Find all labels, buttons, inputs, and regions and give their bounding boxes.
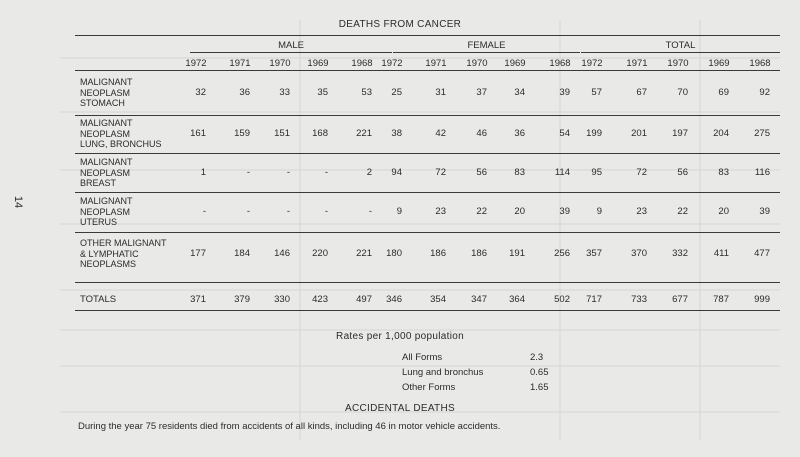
total-cell-female: 364 xyxy=(509,294,525,305)
row-label-line: UTERUS xyxy=(80,217,118,227)
table-cell-female: 186 xyxy=(471,248,487,259)
row-label-line: NEOPLASM xyxy=(80,167,131,178)
rule-line xyxy=(75,70,780,71)
total-cell-total: 717 xyxy=(586,294,602,305)
row-label-line: LUNG, BRONCHUS xyxy=(80,139,162,149)
table-cell-total: 204 xyxy=(713,128,729,139)
total-cell-male: 497 xyxy=(356,294,372,305)
table-cell-total: 116 xyxy=(754,167,770,178)
row-label-line: NEOPLASM xyxy=(80,128,131,139)
table-cell-total: 72 xyxy=(636,167,647,178)
table-cell-male: 184 xyxy=(234,248,250,259)
table-cell-female: 94 xyxy=(391,167,402,178)
table-cell-total: 199 xyxy=(586,128,602,139)
year-header-total: 1970 xyxy=(667,58,689,69)
table-cell-total: 332 xyxy=(672,248,688,259)
table-cell-male: 221 xyxy=(356,248,372,259)
accidental-deaths-heading: ACCIDENTAL DEATHS xyxy=(345,403,455,414)
table-cell-female: 180 xyxy=(386,248,402,259)
table-cell-total: 69 xyxy=(718,87,729,98)
year-header-male: 1968 xyxy=(351,58,373,69)
year-header-male: 1971 xyxy=(229,58,251,69)
table-cell-total: 23 xyxy=(636,206,647,217)
table-cell-female: 256 xyxy=(554,248,570,259)
row-label xyxy=(80,118,162,150)
rate-value-lung-bronchus: 0.65 xyxy=(530,367,549,378)
table-cell-male: - xyxy=(286,167,290,178)
table-cell-total: 197 xyxy=(672,128,688,139)
table-cell-female: 42 xyxy=(435,128,446,139)
year-header-female: 1968 xyxy=(549,58,571,69)
row-label-line: BREAST xyxy=(80,178,117,188)
table-cell-male: 220 xyxy=(312,248,328,259)
year-header-female: 1972 xyxy=(381,58,403,69)
table-cell-female: 186 xyxy=(430,248,446,259)
table-cell-female: 23 xyxy=(435,206,446,217)
year-header-total: 1971 xyxy=(626,58,648,69)
table-cell-male: 159 xyxy=(234,128,250,139)
table-cell-female: 25 xyxy=(391,87,402,98)
table-cell-male: 33 xyxy=(279,87,290,98)
rate-value-all-forms: 2.3 xyxy=(530,352,544,363)
table-cell-male: - xyxy=(368,206,372,217)
table-cell-total: 95 xyxy=(591,167,602,178)
year-header-total: 1972 xyxy=(581,58,603,69)
row-label-line: NEOPLASMS xyxy=(80,259,137,269)
rule-line xyxy=(581,52,780,53)
table-cell-total: 83 xyxy=(718,167,729,178)
table-cell-male: - xyxy=(246,206,250,217)
rate-value-other-forms: 1.65 xyxy=(530,382,549,393)
rate-label-lung-bronchus: Lung and bronchus xyxy=(402,367,484,378)
table-cell-male: - xyxy=(202,206,206,217)
table-cell-total: 39 xyxy=(759,206,770,217)
row-label-line: NEOPLASM xyxy=(80,87,131,98)
rates-heading: Rates per 1,000 population xyxy=(336,331,464,342)
total-cell-male: 371 xyxy=(190,294,206,305)
table-cell-total: 57 xyxy=(591,87,602,98)
total-cell-male: 330 xyxy=(274,294,290,305)
table-cell-female: 31 xyxy=(435,87,446,98)
table-cell-female: 34 xyxy=(514,87,525,98)
rule-line xyxy=(75,192,780,193)
table-cell-female: 83 xyxy=(514,167,525,178)
rule-line xyxy=(75,310,780,311)
table-cell-male: 35 xyxy=(317,87,328,98)
year-header-male: 1970 xyxy=(269,58,291,69)
table-cell-male: 53 xyxy=(361,87,372,98)
total-cell-total: 733 xyxy=(631,294,647,305)
year-header-female: 1969 xyxy=(504,58,526,69)
table-cell-female: 9 xyxy=(396,206,402,217)
rule-line xyxy=(75,282,780,283)
year-header-female: 1970 xyxy=(466,58,488,69)
table-cell-total: 477 xyxy=(754,248,770,259)
table-cell-male: 221 xyxy=(356,128,372,139)
group-header-male: MALE xyxy=(278,40,304,51)
row-label-line: OTHER MALIGNANT xyxy=(80,238,167,248)
year-header-total: 1969 xyxy=(708,58,730,69)
table-cell-total: 201 xyxy=(631,128,647,139)
table-cell-total: 411 xyxy=(713,248,729,259)
total-cell-female: 354 xyxy=(430,294,446,305)
row-label-line: STOMACH xyxy=(80,98,125,108)
table-cell-male: 177 xyxy=(190,248,206,259)
table-cell-total: 67 xyxy=(636,87,647,98)
rule-line xyxy=(75,153,780,154)
table-cell-female: 37 xyxy=(476,87,487,98)
total-cell-total: 999 xyxy=(754,294,770,305)
row-label-line: NEOPLASM xyxy=(80,206,131,217)
table-cell-total: 20 xyxy=(718,206,729,217)
row-label-line: & LYMPHATIC xyxy=(80,248,139,259)
table-cell-female: 191 xyxy=(509,248,525,259)
rule-line xyxy=(75,35,780,36)
table-cell-total: 70 xyxy=(677,87,688,98)
group-header-total: TOTAL xyxy=(665,40,696,51)
table-cell-total: 357 xyxy=(586,248,602,259)
total-cell-total: 677 xyxy=(672,294,688,305)
row-label-line: MALIGNANT xyxy=(80,118,133,128)
rule-line xyxy=(393,52,580,53)
table-cell-male: 2 xyxy=(366,167,372,178)
total-cell-male: 379 xyxy=(234,294,250,305)
group-header-female: FEMALE xyxy=(467,40,506,51)
total-cell-male: 423 xyxy=(312,294,328,305)
rate-label-all-forms: All Forms xyxy=(402,352,443,363)
year-header-female: 1971 xyxy=(425,58,447,69)
table-cell-female: 72 xyxy=(435,167,446,178)
page-number: 14 xyxy=(12,195,25,209)
row-label xyxy=(80,196,133,228)
totals-label: TOTALS xyxy=(80,294,117,305)
table-cell-male: 32 xyxy=(195,87,206,98)
table-cell-male: 146 xyxy=(274,248,290,259)
table-cell-female: 36 xyxy=(514,128,525,139)
table-cell-female: 20 xyxy=(514,206,525,217)
total-cell-total: 787 xyxy=(713,294,729,305)
table-cell-male: 168 xyxy=(312,128,328,139)
row-label xyxy=(80,157,133,189)
year-header-total: 1968 xyxy=(749,58,771,69)
row-label xyxy=(80,77,133,109)
table-title: DEATHS FROM CANCER xyxy=(338,19,462,30)
rule-line xyxy=(190,52,392,53)
rate-label-other-forms: Other Forms xyxy=(402,382,456,393)
row-label-line: MALIGNANT xyxy=(80,157,133,167)
table-cell-total: 56 xyxy=(677,167,688,178)
table-cell-male: 151 xyxy=(274,128,290,139)
accidental-deaths-text: During the year 75 residents died from accidents of all kinds, including 46 in motor vehicle accidents. xyxy=(78,421,501,432)
table-cell-male: 1 xyxy=(200,167,206,178)
total-cell-female: 502 xyxy=(554,294,570,305)
row-label-line: MALIGNANT xyxy=(80,196,133,206)
year-header-male: 1969 xyxy=(307,58,329,69)
table-cell-total: 22 xyxy=(677,206,688,217)
table-cell-total: 9 xyxy=(596,206,602,217)
rule-line xyxy=(75,232,780,233)
table-cell-total: 370 xyxy=(631,248,647,259)
table-cell-male: 161 xyxy=(190,128,206,139)
table-cell-female: 39 xyxy=(559,206,570,217)
total-cell-female: 346 xyxy=(386,294,402,305)
table-cell-female: 46 xyxy=(476,128,487,139)
row-label xyxy=(80,238,167,270)
table-cell-female: 56 xyxy=(476,167,487,178)
total-cell-female: 347 xyxy=(471,294,487,305)
table-cell-female: 54 xyxy=(559,128,570,139)
table-cell-female: 114 xyxy=(554,167,570,178)
table-cell-female: 38 xyxy=(391,128,402,139)
rule-line xyxy=(75,115,780,116)
year-header-male: 1972 xyxy=(185,58,207,69)
table-cell-male: - xyxy=(324,167,328,178)
table-cell-male: 36 xyxy=(239,87,250,98)
table-cell-female: 39 xyxy=(559,87,570,98)
table-cell-male: - xyxy=(246,167,250,178)
table-cell-male: - xyxy=(286,206,290,217)
table-cell-female: 22 xyxy=(476,206,487,217)
table-cell-total: 92 xyxy=(759,87,770,98)
table-cell-total: 275 xyxy=(754,128,770,139)
row-label-line: MALIGNANT xyxy=(80,77,133,87)
table-cell-male: - xyxy=(324,206,328,217)
